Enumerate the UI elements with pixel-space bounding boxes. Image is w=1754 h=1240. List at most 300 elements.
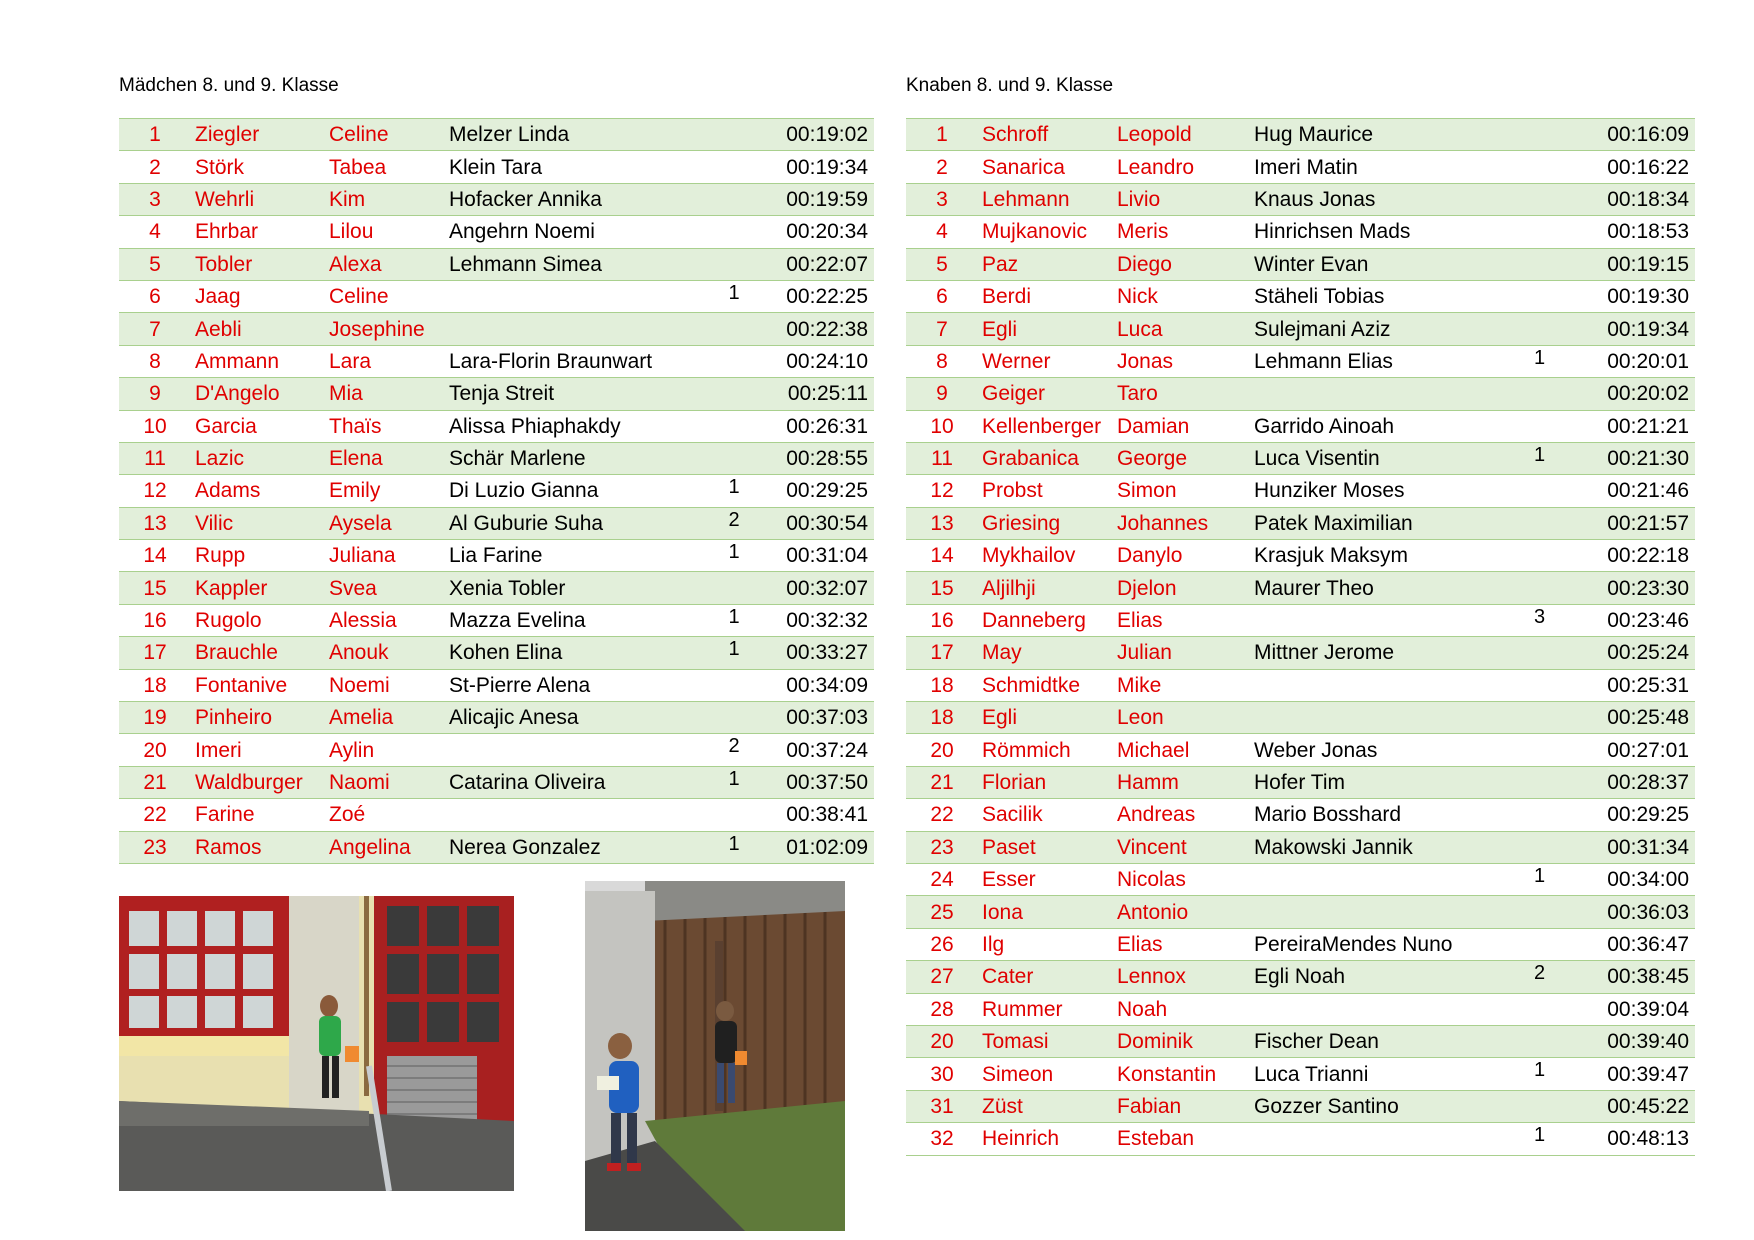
partner-cell — [1250, 1123, 1477, 1155]
last-name-cell: Werner — [978, 345, 1113, 377]
last-name-cell: Wehrli — [191, 183, 325, 215]
rank-cell: 5 — [119, 248, 191, 280]
rank-cell: 20 — [906, 1025, 978, 1057]
result-row — [119, 669, 874, 701]
penalty-cell — [684, 669, 784, 701]
time-cell: 00:28:37 — [1602, 766, 1695, 798]
partner-cell: Luca Trianni — [1250, 1058, 1477, 1090]
first-name-cell: Alessia — [325, 604, 445, 636]
rank-cell: 21 — [906, 766, 978, 798]
time-cell: 00:37:03 — [784, 702, 874, 734]
rank-cell: 13 — [906, 507, 978, 539]
penalty-cell: 1 — [1477, 863, 1602, 895]
last-name-cell: Berdi — [978, 280, 1113, 312]
partner-cell: Makowski Jannik — [1250, 831, 1477, 863]
last-name-cell: Lazic — [191, 442, 325, 474]
first-name-cell: Noah — [1113, 993, 1250, 1025]
photo-boys-by-shed — [585, 881, 845, 1231]
first-name-cell: Esteban — [1113, 1123, 1250, 1155]
penalty-cell — [684, 119, 784, 151]
time-cell: 00:25:24 — [1602, 637, 1695, 669]
rank-cell: 17 — [119, 637, 191, 669]
result-row — [906, 993, 1695, 1025]
last-name-cell: Probst — [978, 475, 1113, 507]
partner-cell: Maurer Theo — [1250, 572, 1477, 604]
partner-cell: Klein Tara — [445, 151, 684, 183]
partner-cell: Hunziker Moses — [1250, 475, 1477, 507]
time-cell: 00:22:18 — [1602, 540, 1695, 572]
partner-cell: Alissa Phiaphakdy — [445, 410, 684, 442]
penalty-cell — [684, 410, 784, 442]
penalty-cell — [1477, 280, 1602, 312]
penalty-cell — [684, 151, 784, 183]
time-cell: 00:32:07 — [784, 572, 874, 604]
rank-cell: 16 — [906, 604, 978, 636]
last-name-cell: Farine — [191, 799, 325, 831]
result-row — [906, 669, 1695, 701]
last-name-cell: Lehmann — [978, 183, 1113, 215]
time-cell: 00:21:57 — [1602, 507, 1695, 539]
time-cell: 00:38:41 — [784, 799, 874, 831]
last-name-cell: Aebli — [191, 313, 325, 345]
penalty-cell: 1 — [684, 280, 784, 312]
time-cell: 00:36:47 — [1602, 928, 1695, 960]
result-row — [906, 507, 1695, 539]
result-row — [906, 1090, 1695, 1122]
first-name-cell: Julian — [1113, 637, 1250, 669]
partner-cell — [1250, 378, 1477, 410]
penalty-cell: 1 — [1477, 442, 1602, 474]
partner-cell: Lehmann Elias — [1250, 345, 1477, 377]
time-cell: 00:25:48 — [1602, 702, 1695, 734]
partner-cell: Weber Jonas — [1250, 734, 1477, 766]
partner-cell: Hofer Tim — [1250, 766, 1477, 798]
penalty-cell: 1 — [1477, 1123, 1602, 1155]
result-row — [119, 507, 874, 539]
last-name-cell: Ilg — [978, 928, 1113, 960]
first-name-cell: Leon — [1113, 702, 1250, 734]
time-cell: 00:21:21 — [1602, 410, 1695, 442]
first-name-cell: Lennox — [1113, 961, 1250, 993]
result-row — [119, 572, 874, 604]
time-cell: 00:34:09 — [784, 669, 874, 701]
result-row — [119, 442, 874, 474]
result-row — [906, 637, 1695, 669]
first-name-cell: Antonio — [1113, 896, 1250, 928]
last-name-cell: Fontanive — [191, 669, 325, 701]
rank-cell: 30 — [906, 1058, 978, 1090]
last-name-cell: Rugolo — [191, 604, 325, 636]
rank-cell: 17 — [906, 637, 978, 669]
penalty-cell — [684, 248, 784, 280]
partner-cell: St-Pierre Alena — [445, 669, 684, 701]
time-cell: 00:23:30 — [1602, 572, 1695, 604]
rank-cell: 28 — [906, 993, 978, 1025]
first-name-cell: Josephine — [325, 313, 445, 345]
rank-cell: 19 — [119, 702, 191, 734]
first-name-cell: Hamm — [1113, 766, 1250, 798]
rank-cell: 12 — [119, 475, 191, 507]
last-name-cell: May — [978, 637, 1113, 669]
partner-cell: Mazza Evelina — [445, 604, 684, 636]
penalty-cell: 1 — [684, 540, 784, 572]
first-name-cell: Dominik — [1113, 1025, 1250, 1057]
rank-cell: 7 — [906, 313, 978, 345]
last-name-cell: Heinrich — [978, 1123, 1113, 1155]
result-row — [906, 183, 1695, 215]
result-row — [119, 378, 874, 410]
partner-cell — [1250, 702, 1477, 734]
result-row — [119, 280, 874, 312]
last-name-cell: Rupp — [191, 540, 325, 572]
partner-cell — [445, 313, 684, 345]
time-cell: 00:20:34 — [784, 216, 874, 248]
time-cell: 00:45:22 — [1602, 1090, 1695, 1122]
result-row — [906, 151, 1695, 183]
penalty-cell — [1477, 734, 1602, 766]
last-name-cell: Griesing — [978, 507, 1113, 539]
penalty-cell — [1477, 896, 1602, 928]
first-name-cell: Leopold — [1113, 119, 1250, 151]
result-row — [119, 637, 874, 669]
partner-cell: Melzer Linda — [445, 119, 684, 151]
result-row — [119, 831, 874, 863]
time-cell: 00:20:02 — [1602, 378, 1695, 410]
result-row — [906, 216, 1695, 248]
last-name-cell: Paset — [978, 831, 1113, 863]
penalty-cell — [1477, 410, 1602, 442]
rank-cell: 15 — [906, 572, 978, 604]
penalty-cell — [1477, 1025, 1602, 1057]
result-row — [906, 702, 1695, 734]
partner-cell: PereiraMendes Nuno — [1250, 928, 1477, 960]
first-name-cell: Angelina — [325, 831, 445, 863]
rank-cell: 10 — [119, 410, 191, 442]
first-name-cell: Noemi — [325, 669, 445, 701]
partner-cell: Winter Evan — [1250, 248, 1477, 280]
partner-cell: Fischer Dean — [1250, 1025, 1477, 1057]
first-name-cell: Leandro — [1113, 151, 1250, 183]
penalty-cell — [1477, 928, 1602, 960]
last-name-cell: Waldburger — [191, 766, 325, 798]
rank-cell: 3 — [119, 183, 191, 215]
first-name-cell: Naomi — [325, 766, 445, 798]
first-name-cell: Lara — [325, 345, 445, 377]
time-cell: 00:34:00 — [1602, 863, 1695, 895]
rank-cell: 9 — [119, 378, 191, 410]
time-cell: 00:19:59 — [784, 183, 874, 215]
last-name-cell: Florian — [978, 766, 1113, 798]
first-name-cell: Emily — [325, 475, 445, 507]
penalty-cell — [684, 378, 784, 410]
penalty-cell — [684, 183, 784, 215]
last-name-cell: Ziegler — [191, 119, 325, 151]
rank-cell: 6 — [906, 280, 978, 312]
first-name-cell: Elena — [325, 442, 445, 474]
time-cell: 00:19:34 — [1602, 313, 1695, 345]
rank-cell: 32 — [906, 1123, 978, 1155]
time-cell: 00:23:46 — [1602, 604, 1695, 636]
time-cell: 00:38:45 — [1602, 961, 1695, 993]
last-name-cell: Rummer — [978, 993, 1113, 1025]
first-name-cell: Johannes — [1113, 507, 1250, 539]
result-row — [119, 799, 874, 831]
result-row — [119, 151, 874, 183]
time-cell: 00:19:34 — [784, 151, 874, 183]
first-name-cell: Aysela — [325, 507, 445, 539]
last-name-cell: Schroff — [978, 119, 1113, 151]
time-cell: 00:31:04 — [784, 540, 874, 572]
time-cell: 00:16:22 — [1602, 151, 1695, 183]
result-row — [906, 896, 1695, 928]
time-cell: 00:16:09 — [1602, 119, 1695, 151]
partner-cell — [445, 799, 684, 831]
partner-cell: Lara-Florin Braunwart — [445, 345, 684, 377]
partner-cell: Stäheli Tobias — [1250, 280, 1477, 312]
time-cell: 00:29:25 — [784, 475, 874, 507]
boys-section-title: Knaben 8. und 9. Klasse — [906, 75, 1114, 96]
partner-cell: Di Luzio Gianna — [445, 475, 684, 507]
penalty-cell — [684, 572, 784, 604]
penalty-cell — [1477, 572, 1602, 604]
partner-cell — [445, 280, 684, 312]
rank-cell: 22 — [119, 799, 191, 831]
partner-cell — [1250, 604, 1477, 636]
result-row — [906, 119, 1695, 151]
penalty-cell — [1477, 1090, 1602, 1122]
last-name-cell: Cater — [978, 961, 1113, 993]
time-cell: 00:39:40 — [1602, 1025, 1695, 1057]
last-name-cell: Aljilhji — [978, 572, 1113, 604]
result-row — [906, 928, 1695, 960]
result-row — [119, 410, 874, 442]
time-cell: 00:22:25 — [784, 280, 874, 312]
time-cell: 00:33:27 — [784, 637, 874, 669]
last-name-cell: Garcia — [191, 410, 325, 442]
partner-cell: Catarina Oliveira — [445, 766, 684, 798]
last-name-cell: Mujkanovic — [978, 216, 1113, 248]
first-name-cell: Thaïs — [325, 410, 445, 442]
result-row — [906, 961, 1695, 993]
time-cell: 00:29:25 — [1602, 799, 1695, 831]
first-name-cell: Nicolas — [1113, 863, 1250, 895]
penalty-cell: 1 — [684, 604, 784, 636]
partner-cell — [1250, 993, 1477, 1025]
rank-cell: 27 — [906, 961, 978, 993]
last-name-cell: Ramos — [191, 831, 325, 863]
time-cell: 00:39:04 — [1602, 993, 1695, 1025]
first-name-cell: Tabea — [325, 151, 445, 183]
partner-cell: Egli Noah — [1250, 961, 1477, 993]
last-name-cell: Mykhailov — [978, 540, 1113, 572]
result-row — [119, 345, 874, 377]
last-name-cell: Ammann — [191, 345, 325, 377]
time-cell: 00:25:11 — [784, 378, 874, 410]
last-name-cell: Danneberg — [978, 604, 1113, 636]
last-name-cell: Störk — [191, 151, 325, 183]
rank-cell: 12 — [906, 475, 978, 507]
time-cell: 00:39:47 — [1602, 1058, 1695, 1090]
penalty-cell — [1477, 507, 1602, 539]
result-row — [906, 442, 1695, 474]
result-row — [119, 604, 874, 636]
partner-cell: Hinrichsen Mads — [1250, 216, 1477, 248]
result-row — [119, 540, 874, 572]
last-name-cell: Adams — [191, 475, 325, 507]
rank-cell: 13 — [119, 507, 191, 539]
first-name-cell: Elias — [1113, 928, 1250, 960]
time-cell: 00:19:30 — [1602, 280, 1695, 312]
result-row — [906, 1025, 1695, 1057]
time-cell: 01:02:09 — [784, 831, 874, 863]
result-row — [119, 475, 874, 507]
result-row — [906, 799, 1695, 831]
last-name-cell: Kellenberger — [978, 410, 1113, 442]
rank-cell: 23 — [906, 831, 978, 863]
penalty-cell — [1477, 799, 1602, 831]
penalty-cell — [684, 799, 784, 831]
rank-cell: 14 — [119, 540, 191, 572]
partner-cell: Lia Farine — [445, 540, 684, 572]
penalty-cell: 1 — [684, 637, 784, 669]
penalty-cell — [1477, 993, 1602, 1025]
time-cell: 00:27:01 — [1602, 734, 1695, 766]
time-cell: 00:18:53 — [1602, 216, 1695, 248]
result-row — [906, 248, 1695, 280]
time-cell: 00:21:46 — [1602, 475, 1695, 507]
last-name-cell: Paz — [978, 248, 1113, 280]
result-row — [119, 248, 874, 280]
first-name-cell: Zoé — [325, 799, 445, 831]
first-name-cell: Fabian — [1113, 1090, 1250, 1122]
rank-cell: 3 — [906, 183, 978, 215]
first-name-cell: Lilou — [325, 216, 445, 248]
first-name-cell: Celine — [325, 119, 445, 151]
partner-cell — [1250, 669, 1477, 701]
result-row — [906, 572, 1695, 604]
last-name-cell: Tomasi — [978, 1025, 1113, 1057]
rank-cell: 15 — [119, 572, 191, 604]
result-row — [906, 410, 1695, 442]
last-name-cell: Sacilik — [978, 799, 1113, 831]
result-row — [119, 119, 874, 151]
last-name-cell: Ehrbar — [191, 216, 325, 248]
first-name-cell: Mike — [1113, 669, 1250, 701]
penalty-cell — [684, 313, 784, 345]
result-row — [906, 734, 1695, 766]
result-row — [119, 313, 874, 345]
partner-cell: Imeri Matin — [1250, 151, 1477, 183]
first-name-cell: Damian — [1113, 410, 1250, 442]
time-cell: 00:32:32 — [784, 604, 874, 636]
time-cell: 00:19:02 — [784, 119, 874, 151]
result-row — [906, 280, 1695, 312]
partner-cell: Alicajic Anesa — [445, 702, 684, 734]
first-name-cell: Aylin — [325, 734, 445, 766]
penalty-cell — [684, 345, 784, 377]
last-name-cell: Grabanica — [978, 442, 1113, 474]
first-name-cell: Andreas — [1113, 799, 1250, 831]
first-name-cell: Michael — [1113, 734, 1250, 766]
result-row — [906, 1123, 1695, 1155]
last-name-cell: Egli — [978, 702, 1113, 734]
rank-cell: 11 — [119, 442, 191, 474]
last-name-cell: Geiger — [978, 378, 1113, 410]
time-cell: 00:19:15 — [1602, 248, 1695, 280]
partner-cell — [445, 734, 684, 766]
last-name-cell: Tobler — [191, 248, 325, 280]
partner-cell: Hug Maurice — [1250, 119, 1477, 151]
penalty-cell: 3 — [1477, 604, 1602, 636]
first-name-cell: Amelia — [325, 702, 445, 734]
last-name-cell: Egli — [978, 313, 1113, 345]
penalty-cell: 2 — [1477, 961, 1602, 993]
rank-cell: 7 — [119, 313, 191, 345]
last-name-cell: Schmidtke — [978, 669, 1113, 701]
last-name-cell: Iona — [978, 896, 1113, 928]
result-row — [906, 604, 1695, 636]
rank-cell: 9 — [906, 378, 978, 410]
result-row — [906, 863, 1695, 895]
partner-cell: Knaus Jonas — [1250, 183, 1477, 215]
penalty-cell — [1477, 378, 1602, 410]
result-row — [119, 183, 874, 215]
penalty-cell — [1477, 183, 1602, 215]
partner-cell: Mittner Jerome — [1250, 637, 1477, 669]
result-row — [119, 734, 874, 766]
partner-cell: Mario Bosshard — [1250, 799, 1477, 831]
last-name-cell: Simeon — [978, 1058, 1113, 1090]
penalty-cell — [684, 442, 784, 474]
rank-cell: 4 — [119, 216, 191, 248]
rank-cell: 1 — [119, 119, 191, 151]
first-name-cell: Konstantin — [1113, 1058, 1250, 1090]
girls-section-title: Mädchen 8. und 9. Klasse — [119, 75, 339, 96]
penalty-cell: 1 — [684, 766, 784, 798]
rank-cell: 4 — [906, 216, 978, 248]
partner-cell: Tenja Streit — [445, 378, 684, 410]
last-name-cell: Sanarica — [978, 151, 1113, 183]
first-name-cell: Simon — [1113, 475, 1250, 507]
rank-cell: 14 — [906, 540, 978, 572]
first-name-cell: Danylo — [1113, 540, 1250, 572]
rank-cell: 21 — [119, 766, 191, 798]
partner-cell: Patek Maximilian — [1250, 507, 1477, 539]
girls-results-table — [119, 118, 874, 864]
first-name-cell: Svea — [325, 572, 445, 604]
time-cell: 00:31:34 — [1602, 831, 1695, 863]
photo-girl-at-building — [119, 896, 514, 1191]
rank-cell: 22 — [906, 799, 978, 831]
rank-cell: 11 — [906, 442, 978, 474]
rank-cell: 20 — [906, 734, 978, 766]
last-name-cell: Esser — [978, 863, 1113, 895]
first-name-cell: Vincent — [1113, 831, 1250, 863]
first-name-cell: George — [1113, 442, 1250, 474]
penalty-cell — [1477, 119, 1602, 151]
rank-cell: 25 — [906, 896, 978, 928]
result-row — [906, 378, 1695, 410]
first-name-cell: Mia — [325, 378, 445, 410]
penalty-cell: 1 — [1477, 1058, 1602, 1090]
penalty-cell — [1477, 702, 1602, 734]
penalty-cell — [1477, 766, 1602, 798]
result-row — [119, 702, 874, 734]
first-name-cell: Luca — [1113, 313, 1250, 345]
partner-cell: Hofacker Annika — [445, 183, 684, 215]
first-name-cell: Kim — [325, 183, 445, 215]
partner-cell: Al Guburie Suha — [445, 507, 684, 539]
